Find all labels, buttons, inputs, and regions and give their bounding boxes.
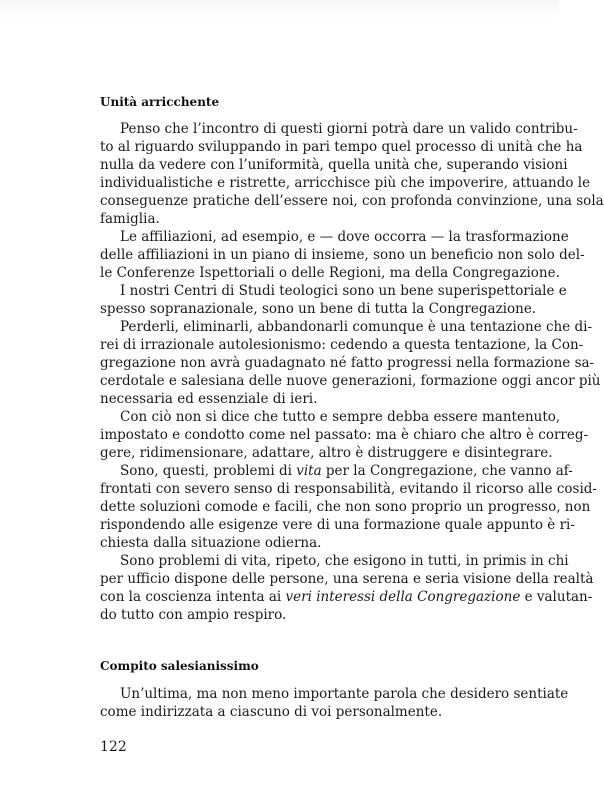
text-fragment: e valutan- <box>520 589 593 605</box>
text-line: come indirizzata a ciascuno di voi personalmente. <box>100 704 443 720</box>
text-line: conseguenze pratiche dell’essere noi, con profonda convinzione, una sola <box>100 193 604 209</box>
text-line: do tutto con ampio respiro. <box>100 607 287 623</box>
text-line: spesso sopranazionale, sono un bene di tutta la Congregazione. <box>100 301 537 317</box>
text-line: cerdotale e salesiana delle nuove generazioni, formazione oggi ancor più <box>100 373 601 389</box>
text-line: necessaria ed essenziale di ieri. <box>100 391 318 407</box>
text-line-with-italic <box>100 462 573 480</box>
text-line: frontati con severo senso di responsabilità, evitando il ricorso alle cosid- <box>100 481 597 497</box>
section-heading-unita: Unità arricchente <box>100 95 220 109</box>
text-line: famiglia. <box>100 211 160 227</box>
text-line: rei di irrazionale autolesionismo: cedendo a questa tentazione, la Con- <box>100 337 584 353</box>
text-line: to al riguardo sviluppando in pari tempo quel processo di unità che ha <box>100 139 583 155</box>
text-line: per ufficio dispone delle persone, una serena e seria visione della realtà <box>100 571 594 587</box>
text-line: Le affiliazioni, ad esempio, e — dove occorra — la trasformazione <box>120 229 569 245</box>
text-line: Sono problemi di vita, ripeto, che esigono in tutti, in primis in chi <box>120 553 569 569</box>
text-line: individualistiche e ristrette, arricchisce più che impoverire, attuando le <box>100 175 591 191</box>
text-line: delle affiliazioni in un piano di insieme, sono un beneficio non solo del- <box>100 247 585 263</box>
text-line-with-italic <box>100 588 593 606</box>
text-line: I nostri Centri di Studi teologici sono un bene superispettoriale e <box>120 283 567 299</box>
text-line: le Conferenze Ispettoriali o delle Regioni, ma della Congregazione. <box>100 265 560 281</box>
page-number: 122 <box>100 739 127 755</box>
text-line: nulla da vedere con l’uniformità, quella unità che, superando visioni <box>100 157 568 173</box>
text-line: Penso che l’incontro di questi giorni potrà dare un valido contribu- <box>120 121 578 137</box>
text-line: Un’ultima, ma non meno importante parola che desidero sentiate <box>120 686 569 702</box>
text-line: rispondendo alle esigenze vere di una formazione quale appunto è ri- <box>100 517 575 533</box>
scan-edge-shading <box>0 0 559 20</box>
text-line: dette soluzioni comode e facili, che non sono proprio un progresso, non <box>100 499 591 515</box>
text-fragment: con la coscienza intenta ai <box>100 589 286 605</box>
text-line: Con ciò non si dice che tutto e sempre debba essere mantenuto, <box>120 409 561 425</box>
italic-word-vita: vita <box>296 463 322 479</box>
text-line: chiesta dalla situazione odierna. <box>100 535 322 551</box>
section-heading-compito: Compito salesianissimo <box>100 659 259 673</box>
text-line: gregazione non avrà guadagnato né fatto progressi nella formazione sa- <box>100 355 595 371</box>
text-line: Perderli, eliminarli, abbandonarli comunque è una tentazione che di- <box>120 319 593 335</box>
italic-phrase-veri-interessi: veri interessi della Congregazione <box>285 589 521 605</box>
text-fragment: Sono, questi, problemi di <box>120 463 297 479</box>
text-line: impostato e condotto come nel passato: ma è chiaro che altro è correg- <box>100 427 589 443</box>
text-line: gere, ridimensionare, adattare, altro è distruggere e disintegrare. <box>100 445 553 461</box>
text-fragment: per la Congregazione, che vanno af- <box>321 463 573 479</box>
